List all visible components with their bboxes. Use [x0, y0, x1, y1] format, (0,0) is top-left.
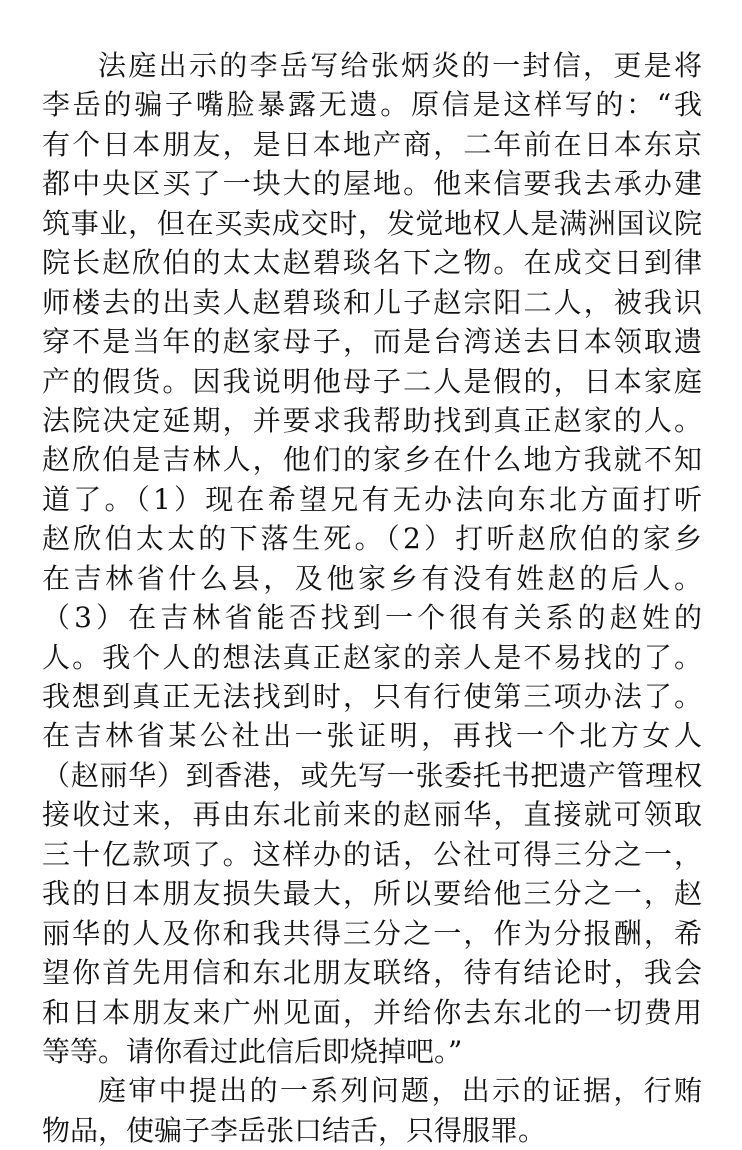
paragraph-2-line-1: 庭审中提出的一系列问题，出示的证据，行贿 [98, 1074, 702, 1108]
paragraph-1-line-26: 等等。请你看过此信后即烧掉吧。” [42, 1034, 463, 1068]
paragraph-1-line-15: （3）在吉林省能否找到一个很有关系的赵姓的 [42, 601, 702, 635]
paragraph-1-line-16: 人。我个人的想法真正赵家的亲人是不易找的了。 [42, 640, 702, 674]
paragraph-1-line-20: 接收过来，再由东北前来的赵丽华，直接就可领取 [42, 798, 702, 832]
paragraph-1-line-23: 丽华的人及你和我共得三分之一，作为分报酬，希 [42, 916, 702, 950]
paragraph-1-line-3: 有个日本朋友，是日本地产商，二年前在日本东京 [42, 127, 702, 161]
paragraph-1-line-14: 在吉林省什么县，及他家乡有没有姓赵的后人。 [42, 561, 702, 595]
paragraph-1-line-17: 我想到真正无法找到时，只有行使第三项办法了。 [42, 680, 702, 713]
paragraph-1-line-18: 在吉林省某公社出一张证明，再找一个北方女人 [42, 719, 702, 753]
paragraph-1-line-22: 我的日本朋友损失最大，所以要给他三分之一，赵 [42, 877, 702, 911]
paragraph-1-line-5: 筑事业，但在买卖成交时，发觉地权人是满洲国议院 [42, 206, 702, 240]
paragraph-1-line-7: 师楼去的出卖人赵碧琰和儿子赵宗阳二人，被我识 [42, 285, 702, 319]
paragraph-1-line-10: 法院决定延期，并要求我帮助找到真正赵家的人。 [42, 403, 702, 437]
paragraph-1-line-13: 赵欣伯太太的下落生死。（2）打听赵欣伯的家乡 [42, 522, 702, 556]
paragraph-1-line-24: 望你首先用信和东北朋友联络，待有结论时，我会 [42, 956, 702, 990]
paragraph-1-line-21: 三十亿款项了。这样办的话，公社可得三分之一， [42, 837, 702, 871]
paragraph-1-line-25: 和日本朋友来广州见面，并给你去东北的一切费用 [42, 995, 702, 1029]
paragraph-1-line-12: 道了。（1）现在希望兄有无办法向东北方面打听 [42, 482, 702, 516]
paragraph-1-line-8: 穿不是当年的赵家母子，而是台湾送去日本领取遗 [42, 325, 702, 359]
body-text [42, 46, 702, 1150]
paragraph-1-line-9: 产的假货。因我说明他母子二人是假的，日本家庭 [42, 364, 702, 398]
paragraph-1-line-2: 李岳的骗子嘴脸暴露无遗。原信是这样写的：“我 [42, 88, 702, 122]
paragraph-1-line-11: 赵欣伯是吉林人，他们的家乡在什么地方我就不知 [42, 443, 702, 477]
paragraph-1-line-1: 法庭出示的李岳写给张炳炎的一封信，更是将 [98, 49, 702, 82]
paragraph-1-line-6: 院长赵欣伯的太太赵碧琰名下之物。在成交日到律 [42, 246, 702, 280]
paragraph-1-line-19: （赵丽华）到香港，或先写一张委托书把遗产管理权 [42, 758, 702, 792]
paragraph-1-line-4: 都中央区买了一块大的屋地。他来信要我去承办建 [42, 167, 702, 201]
paragraph-2-line-2: 物品，使骗子李岳张口结舌，只得服罪。 [42, 1113, 547, 1147]
